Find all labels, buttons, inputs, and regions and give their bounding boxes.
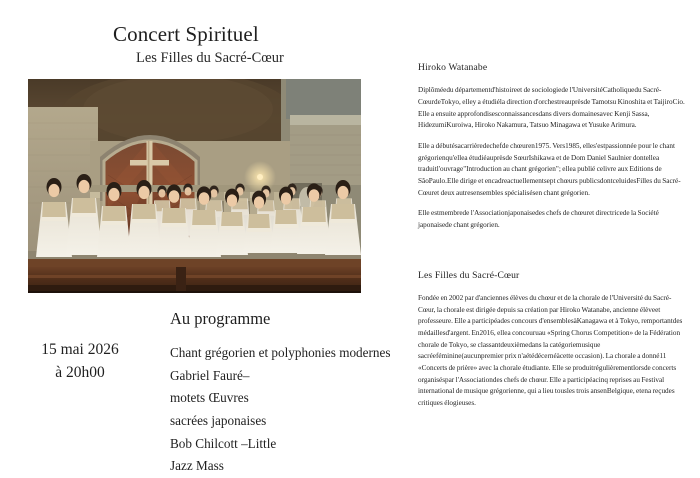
conductor-bio-paragraph: Diplôméedu départementd'histoireet de sociologiede l'UniversitéCatholiquedu Sacré-CœurdeTokyo, elley a étudiéla direction d'orchestreauprèsde Tamotsu Kinoshita et TaijiroCio. [418,86,685,107]
event-time: à 20h00 [55,364,105,382]
conductor-bio-paragraph: Elle estmembrede l'Associationjaponaisedes chefs de chœuret directricede la Société japonaisede chant grégorien. [418,209,659,230]
program-item: Gabriel Fauré– [170,367,250,383]
conductor-bio-heading: Hiroko Watanabe [418,62,488,73]
choir-bio-heading: Les Filles du Sacré-Cœur [418,269,520,281]
conductor-bio-paragraph: Elle a ensuite approfondisesconnaissancesdans divers domainesavec Kenji Sassa, HidezumiKuroiwa, Hiroko Nakamura, Tatsuo Minagawa et Yusuke Arimura. [418,109,650,130]
program-block [170,309,410,478]
choir-bio-paragraph: Fondée en 2002 par d'anciennes élèves du chœur et de la chorale de l'Université du Sacré-Cœur, la chorale est dirigée depuis sa création par Hiroko Watanabe, ancienne élèveet professeure. Elle a participéades concours d'ensemblesàKanagawa et à Tokyo, remportantdes médaillesd'argent. En2016, ellea concouruau «Spring Chorus Competition» de la Fédération chorale de Tokyo, se classantdeuxièmedans la catégoriemusique sacréeféminine(aucunpremier prix n'aétédécernéàcette occasion). La chorale a donné11 «Concerts de prière» avec la chorale étudiante. Elle se produitrégulièrementlorsde concerts organiséspar l'Associationdes chefs de chœur. Elle a participéacinq reprises au Festival international de musique grégorienne, qui a lieu tousles trois ansenBelgique, etena reçudes critiques élogieuses. [418,294,683,408]
event-date-block [14,338,146,385]
choir-photo-image [28,79,361,293]
section-spacer [418,240,686,270]
paragraph-spacer [418,199,686,208]
page-title: Concert Spirituel [113,22,259,46]
program-item: Chant grégorien et polyphonies modernes [170,344,391,360]
program-item: Jazz Mass [170,458,224,474]
program-item: Bob Chilcott –Little [170,435,277,451]
paragraph-spacer [418,132,686,141]
program-item: sacrées japonaises [170,412,267,428]
biography-column [418,62,686,418]
event-date: 15 mai 2026 [41,341,119,358]
page-subtitle: Les Filles du Sacré-Cœur [136,50,284,66]
choir-photo [28,79,361,293]
program-item: motets Œuvres [170,390,249,406]
cross-icon [147,141,153,213]
program-heading: Au programme [170,309,271,328]
conductor-bio-paragraph: Elle a débutésacarrièredechefde chœuren1975. Vers1985, elles'estpassionnée pour le chant grégorienqu'ellea étudiéauprèsde SœurIshikawa et de Dom Daniel Saulnier dontellea traduitl'ouvrage"Introduction au chant grégorien"; ellea publié celivre aux Editions de SãoPaulo.Elle dirige et encadreactuellementsept chœurs publicsdontceluidesFilles du Sacré-Cœuret deux autresensembles spécialisésen chant grégorien. [418,142,681,197]
